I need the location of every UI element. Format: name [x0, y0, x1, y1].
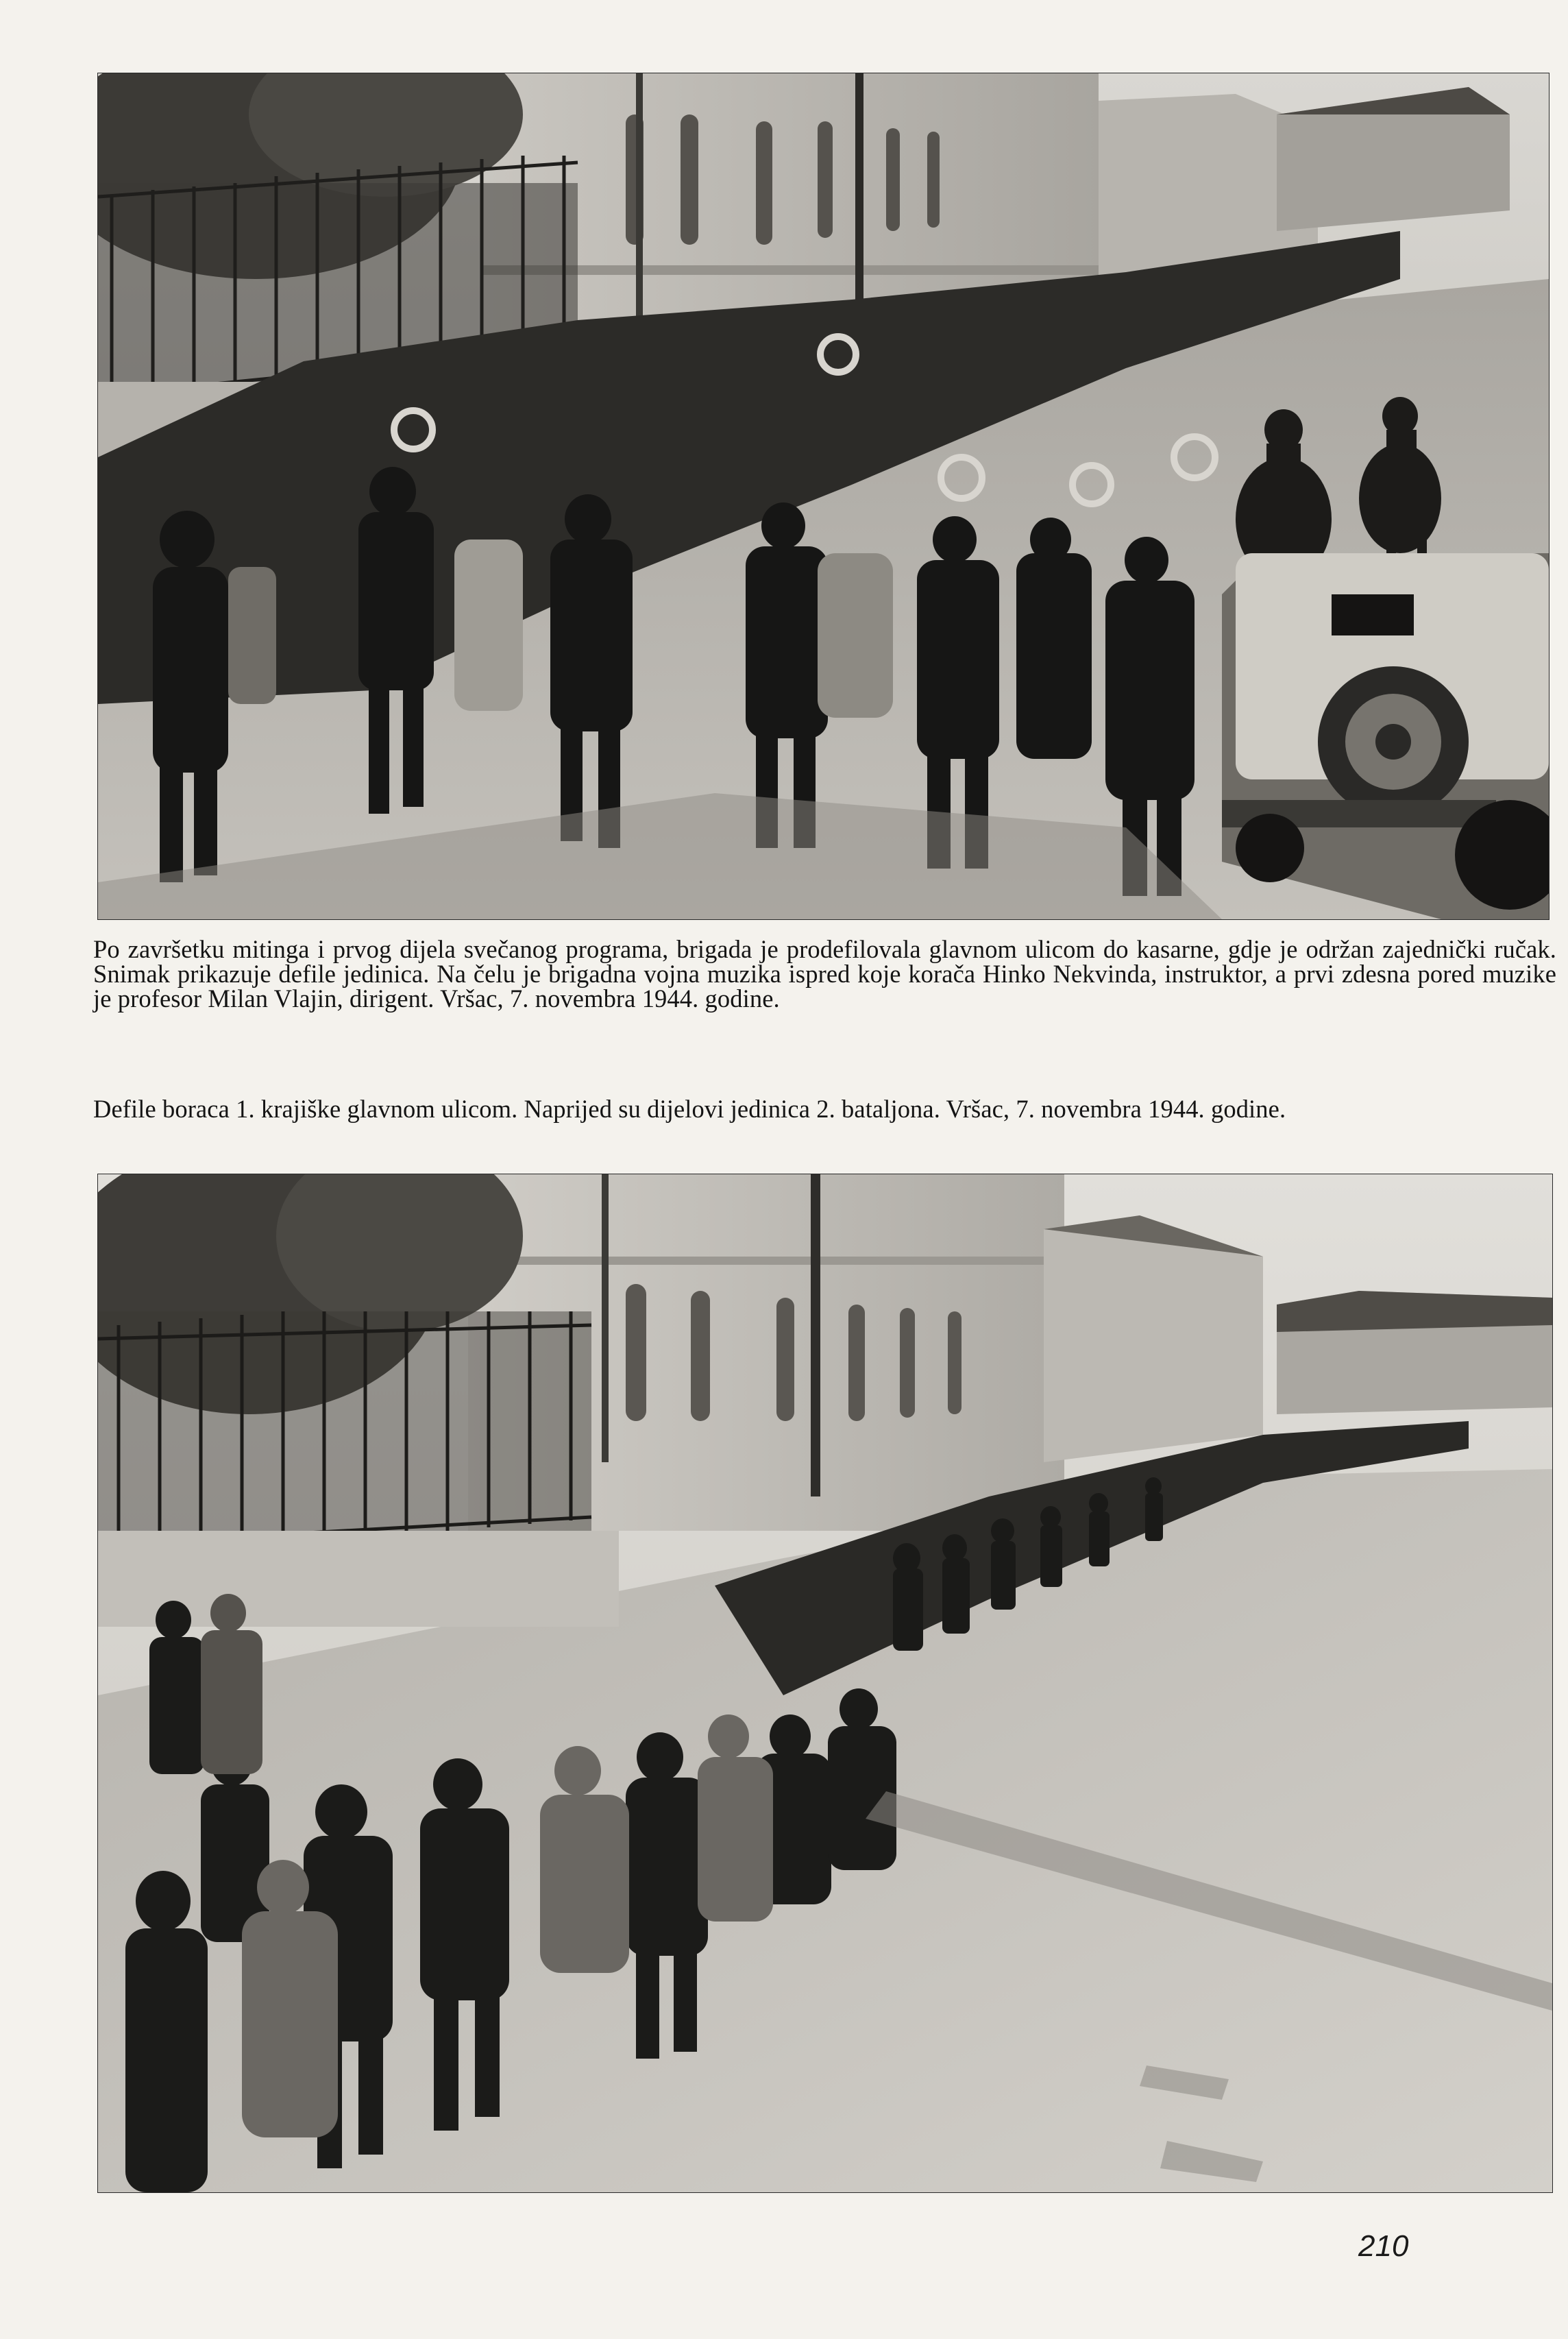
- parade-band-photo-illustration: [98, 73, 1549, 919]
- caption-fighters-march: Defile boraca 1. krajiške glavnom ulicom. Naprijed su dijelovi jedinica 2. bataljona. Vršac, 7. novembra 1944. godine.: [93, 1095, 1286, 1123]
- photo-fighters-march: [98, 1174, 1552, 2192]
- fighters-march-photo-illustration: [98, 1174, 1552, 2192]
- caption-band-parade: Po završetku mitinga i prvog dijela svečanog programa, brigada je prodefilovala glavnom ulicom do kasarne, gdje je održan zajednički ručak. Snimak prikazuje defile jedinica. Na čelu je brigadna vojna muzika ispred koje korača Hinko Nekvinda, instruktor, a prvi zdesna pored muzike je profesor Milan Vlajin, dirigent. Vršac, 7. novembra 1944. godine.: [93, 935, 1556, 1013]
- photo-parade-with-band: [98, 73, 1549, 919]
- page-number: 210: [1358, 2229, 1409, 2263]
